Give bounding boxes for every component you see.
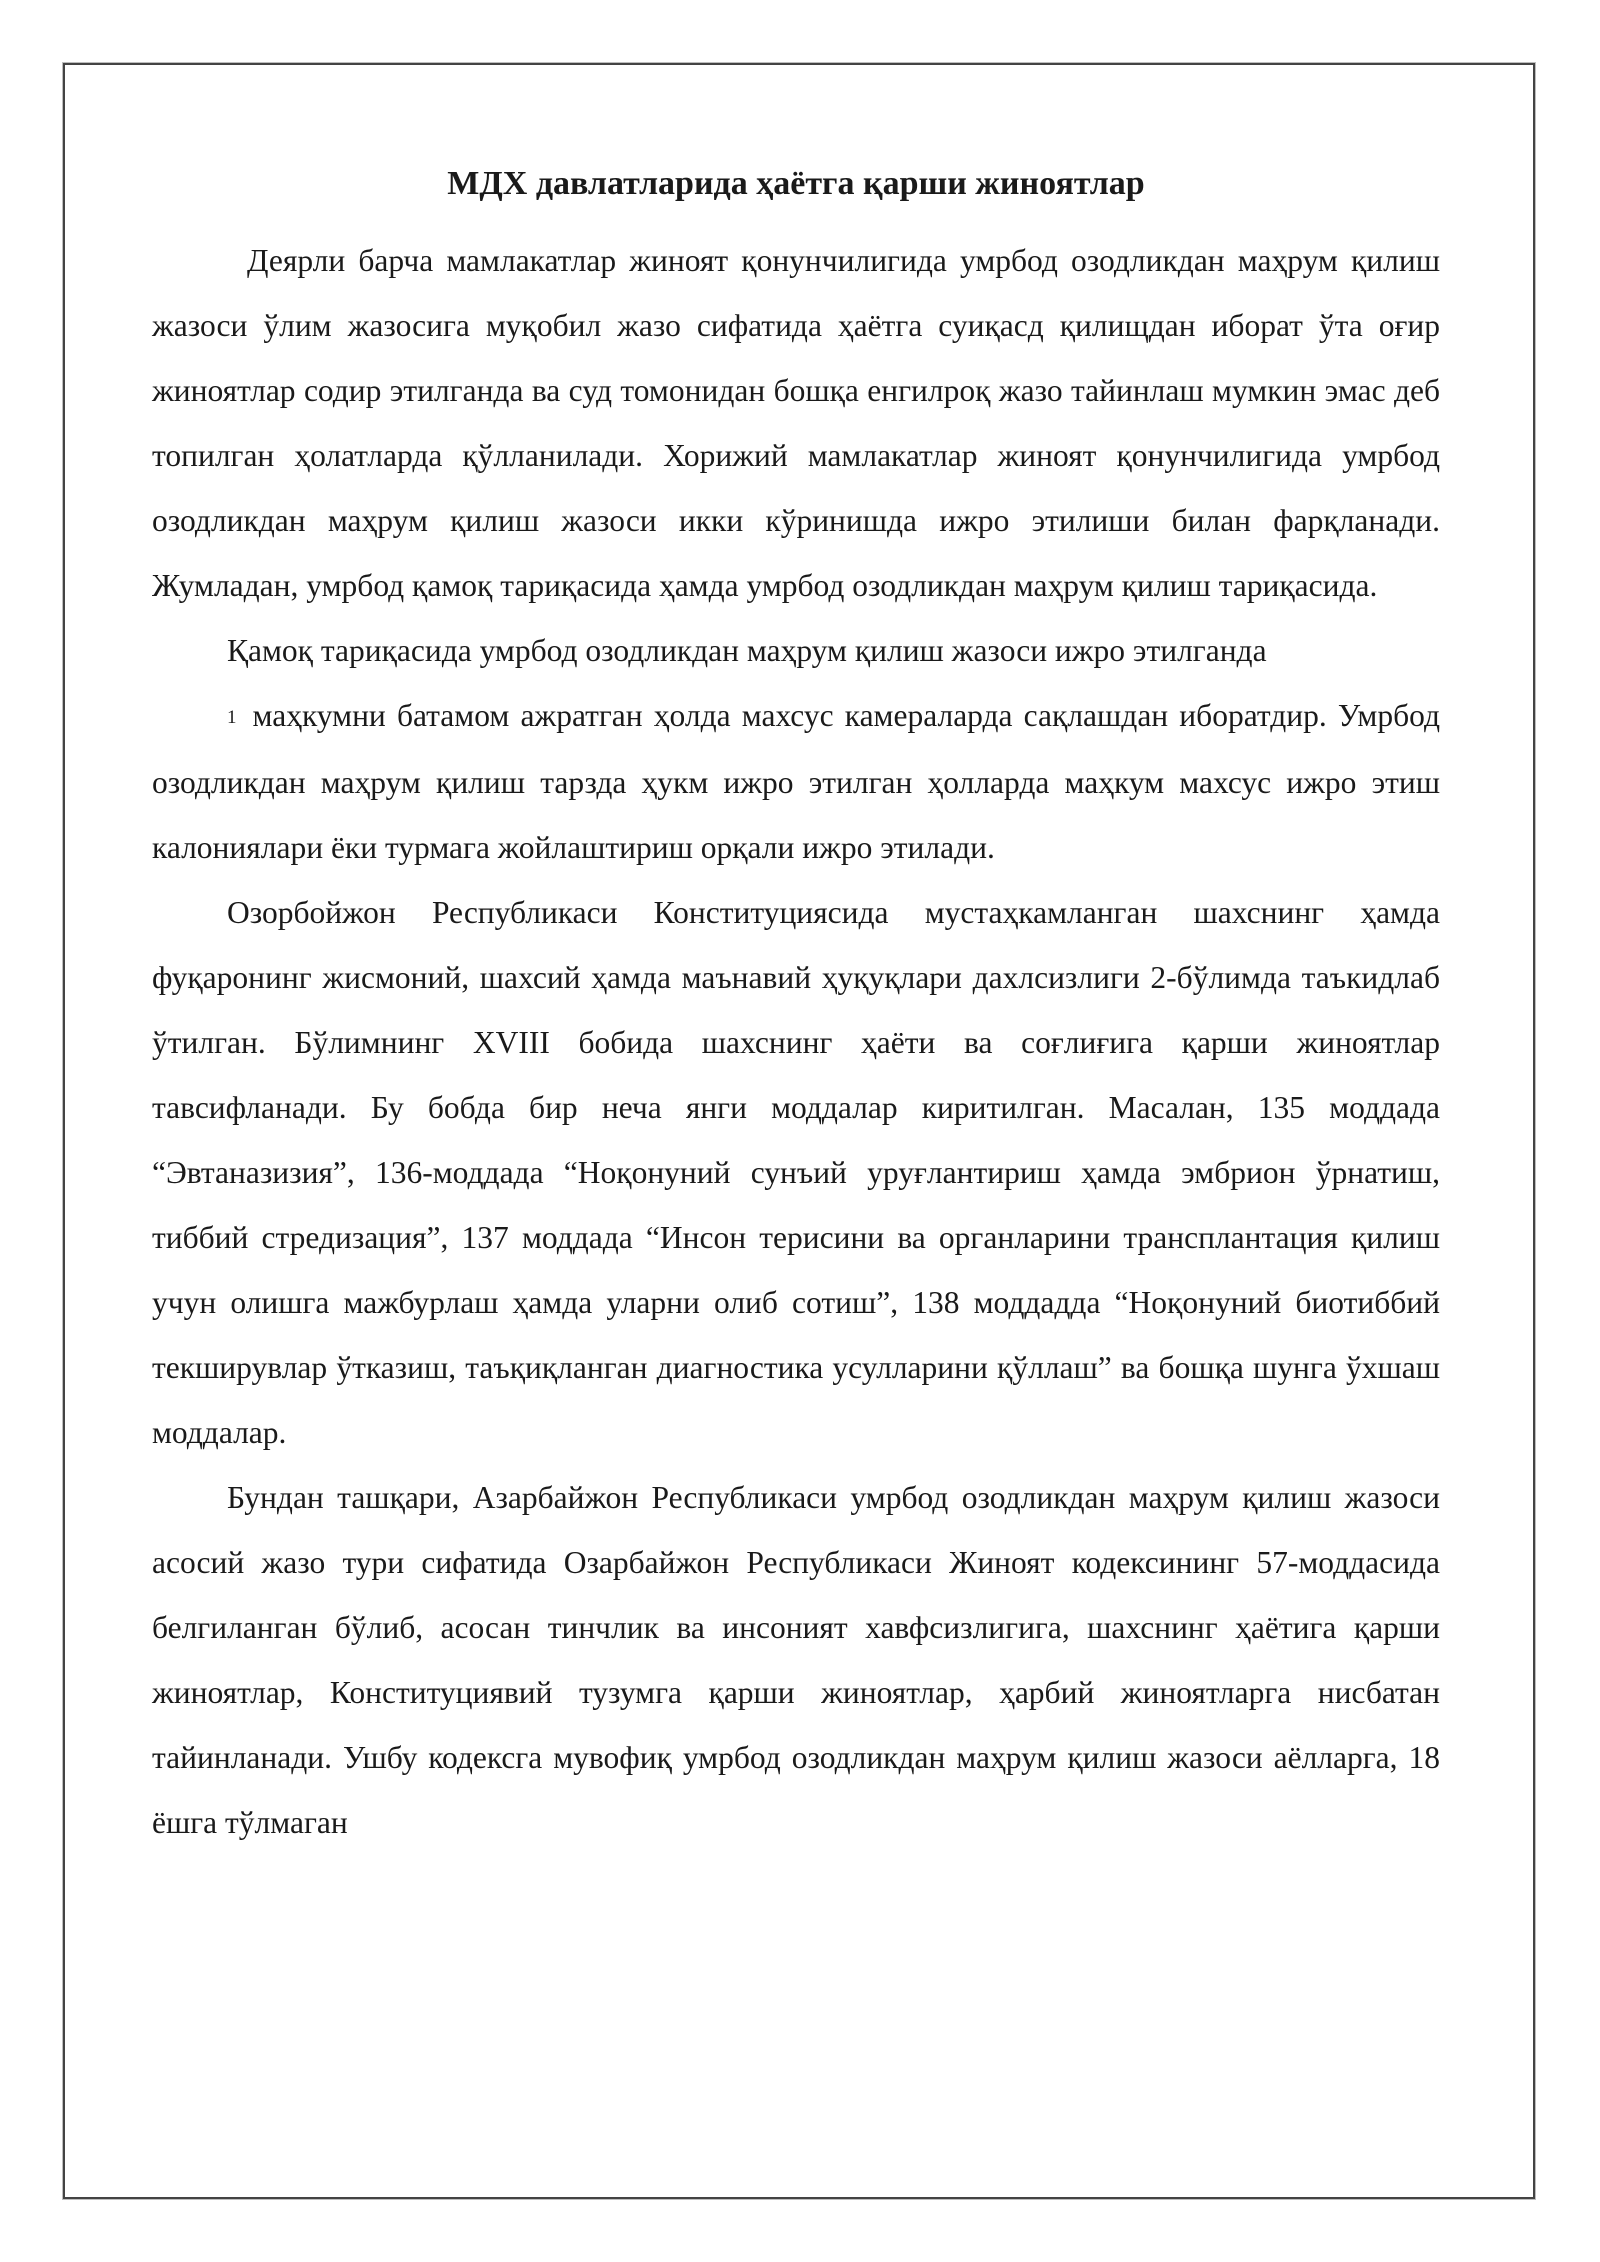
paragraph-azerbaijan-constitution: Озорбойжон Республикаси Конституциясида мустаҳкамланган шахснинг ҳамда фуқаронинг жисмоний, шахсий ҳамда маънавий ҳуқуқлари дахлсизлиги 2-бўлимда таъкидлаб ўтилган. Бўлимнинг XVIII бобида шахснинг ҳаёти ва соғлиғига қарши жиноятлар тавсифланади. Бу бобда бир неча янги моддалар киритилган. Масалан, 135 моддада “Эвтаназизия”, 136-моддада “Ноқонуний сунъий уруғлантириш ҳамда эмбрион ўрнатиш, тиббий стредизация”, 137 моддада “Инсон терисини ва органларини трансплантация қилиш учун олишга мажбурлаш ҳамда уларни олиб сотиш”, 138 моддадда “Ноқонуний биотиббий текширувлар ўтказиш, таъқиқланган диагностика усулларини қўллаш” ва бошқа шунга ўхшаш моддалар.	[152, 895, 1440, 1450]
paragraph-isolation	[152, 683, 1440, 880]
paragraph-arrest-form: Қамоқ тариқасида умрбод озодликдан маҳрум қилиш жазоси ижро этилганда	[227, 633, 1267, 668]
paragraph-isolation-text: маҳкумни батамом ажратган ҳолда махсус камераларда сақлашдан иборатдир. Умрбод озодликдан маҳрум қилиш тарзда ҳукм ижро этилган ҳолларда маҳкум махсус ижро этиш калониялари ёки турмага жойлаштириш орқали ижро этилади.	[152, 698, 1440, 865]
document-body	[152, 228, 1440, 1855]
paragraph-azerbaijan-criminal-code: Бундан ташқари, Азарбайжон Республикаси умрбод озодликдан маҳрум қилиш жазоси асосий жазо тури сифатида Озарбайжон Республикаси Жиноят кодексининг 57-моддасида белгиланган бўлиб, асосан тинчлик ва инсоният хавфсизлигига, шахснинг ҳаётига қарши жиноятлар, Конституциявий тузумга қарши жиноятлар, ҳарбий жиноятларга нисбатан тайинланади. Ушбу кодексга мувофиқ умрбод озодликдан маҳрум қилиш жазоси аёлларга, 18 ёшга тўлмаган	[152, 1480, 1440, 1840]
paragraph-life-imprisonment-intro: Деярли барча мамлакатлар жиноят қонунчилигида умрбод озодликдан маҳрум қилиш жазоси ўлим жазосига муқобил жазо сифатида ҳаётга суиқасд қилищдан иборат ўта оғир жиноятлар содир этилганда ва суд томонидан бошқа енгилроқ жазо тайинлаш мумкин эмас деб топилган ҳолатларда қўлланилади. Хорижий мамлакатлар жиноят қонунчилигида умрбод озодликдан маҳрум қилиш жазоси икки кўринишда ижро этилиши билан фарқланади. Жумладан, умрбод қамоқ тариқасида ҳамда умрбод озодликдан маҳрум қилиш тариқасида.	[152, 243, 1440, 603]
document-title: МДХ давлатларида ҳаётга қарши жиноятлар	[447, 165, 1145, 202]
footnote-marker: 1	[227, 707, 237, 728]
